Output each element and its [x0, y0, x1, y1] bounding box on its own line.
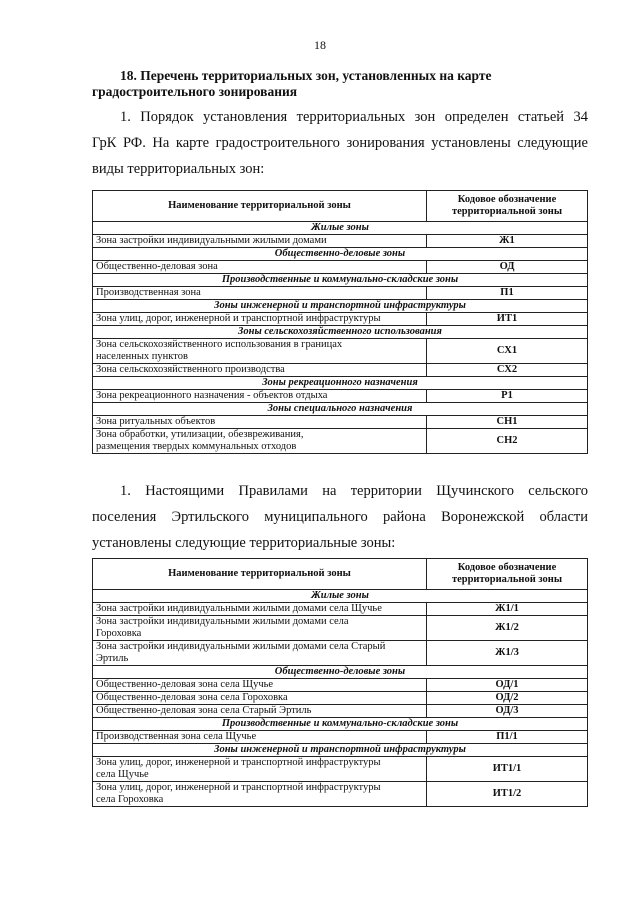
zone-group-label: Производственные и коммунально-складские зоны	[93, 718, 588, 731]
zone-name-cell: Зона ритуальных объектов	[93, 416, 427, 429]
zone-group-label: Зоны инженерной и транспортной инфраструктуры	[93, 744, 588, 757]
zone-code-cell: Р1	[427, 390, 588, 403]
table-row	[93, 429, 588, 454]
zone-code-cell: СН1	[427, 416, 588, 429]
intro-line-3: виды территориальных зон:	[92, 161, 265, 177]
column-header-code	[427, 559, 588, 590]
zone-name-line-1: Зона сельскохозяйственного использования в границах	[96, 339, 343, 350]
zone-name-line-2: размещения твердых коммунальных отходов	[96, 441, 297, 452]
zone-code-cell: ОД/2	[427, 692, 588, 705]
table-row	[93, 364, 588, 377]
zone-name-cell: Зона улиц, дорог, инженерной и транспортной инфраструктуры	[93, 313, 427, 326]
zone-name-line-2: населенных пунктов	[96, 351, 188, 362]
zone-name-cell	[93, 616, 427, 641]
zone-group-row	[93, 718, 588, 731]
zone-name-line-2: села Щучье	[96, 769, 149, 780]
section-heading	[92, 68, 588, 100]
zone-name-cell: Общественно-деловая зона	[93, 261, 427, 274]
zone-name-cell: Производственная зона	[93, 287, 427, 300]
zone-group-label: Зоны специального назначения	[93, 403, 588, 416]
zone-name-cell: Зона застройки индивидуальными жилыми домами села Щучье	[93, 603, 427, 616]
table-header-row	[93, 191, 588, 222]
zone-group-label: Жилые зоны	[93, 222, 588, 235]
zone-group-row	[93, 666, 588, 679]
table-row	[93, 731, 588, 744]
column-header-code-line-2: территориальной зоны	[451, 574, 563, 585]
table-row	[93, 641, 588, 666]
table-row	[93, 313, 588, 326]
table-row	[93, 616, 588, 641]
zone-code-cell: Ж1	[427, 235, 588, 248]
table-row	[93, 782, 588, 807]
zone-code-cell: ИТ1/1	[427, 757, 588, 782]
zone-name-cell	[93, 782, 427, 807]
zone-group-label: Зоны инженерной и транспортной инфраструктуры	[93, 300, 588, 313]
table-row	[93, 235, 588, 248]
table-row	[93, 416, 588, 429]
zone-name-line-1: Зона обработки, утилизации, обезвреживания,	[96, 429, 304, 440]
zone-group-row	[93, 300, 588, 313]
zone-code-cell: СН2	[427, 429, 588, 454]
zone-name-cell: Производственная зона села Щучье	[93, 731, 427, 744]
zone-code-cell: ОД/1	[427, 679, 588, 692]
zone-group-label: Жилые зоны	[93, 590, 588, 603]
zone-name-cell	[93, 429, 427, 454]
zone-group-row	[93, 590, 588, 603]
zone-group-row	[93, 222, 588, 235]
zone-group-row	[93, 744, 588, 757]
zone-group-label: Производственные и коммунально-складские зоны	[93, 274, 588, 287]
zone-name-cell: Общественно-деловая зона села Гороховка	[93, 692, 427, 705]
column-header-code-line-2: территориальной зоны	[451, 206, 563, 217]
zone-code-cell: П1	[427, 287, 588, 300]
zone-group-row	[93, 274, 588, 287]
table-row	[93, 603, 588, 616]
zone-code-cell: Ж1/1	[427, 603, 588, 616]
zone-code-cell: ОД	[427, 261, 588, 274]
column-header-code-line-1: Кодовое обозначение	[457, 562, 557, 573]
rules-line-2: поселения Эртильского муниципального района Воронежской области	[92, 509, 588, 525]
zone-name-line-2: Эртиль	[96, 653, 129, 664]
zone-name-cell	[93, 641, 427, 666]
zone-name-line-2: села Гороховка	[96, 794, 164, 805]
zone-name-line-2: Гороховка	[96, 628, 142, 639]
zone-name-cell: Зона застройки индивидуальными жилыми домами	[93, 235, 427, 248]
rules-paragraph	[92, 478, 588, 556]
zone-name-line-1: Зона застройки индивидуальными жилыми домами села	[96, 616, 349, 627]
zone-code-cell: ИТ1/2	[427, 782, 588, 807]
table-row	[93, 692, 588, 705]
intro-paragraph	[92, 104, 588, 182]
heading-line-2: градостроительного зонирования	[92, 84, 298, 99]
heading-line-1: 18. Перечень территориальных зон, установленных на карте	[120, 68, 492, 83]
zone-group-label: Общественно-деловые зоны	[93, 248, 588, 261]
table-row	[93, 705, 588, 718]
zone-group-label: Общественно-деловые зоны	[93, 666, 588, 679]
column-header-code-line-1: Кодовое обозначение	[457, 194, 557, 205]
table-row	[93, 390, 588, 403]
intro-line-2: ГрК РФ. На карте градостроительного зонирования установлены следующие	[92, 135, 588, 151]
zone-group-row	[93, 248, 588, 261]
page-number: 18	[314, 38, 326, 52]
table-header-row	[93, 559, 588, 590]
rules-line-1: 1. Настоящими Правилами на территории Щучинского сельского	[120, 483, 588, 499]
zone-code-cell: СХ2	[427, 364, 588, 377]
table-row	[93, 339, 588, 364]
zones-table-settlement	[92, 558, 588, 807]
zone-name-line-1: Зона улиц, дорог, инженерной и транспортной инфраструктуры	[96, 757, 381, 768]
zone-group-row	[93, 326, 588, 339]
table-row	[93, 287, 588, 300]
zone-name-cell	[93, 757, 427, 782]
zone-code-cell: СХ1	[427, 339, 588, 364]
zones-table-general	[92, 190, 588, 454]
table-row	[93, 261, 588, 274]
intro-line-1: 1. Порядок установления территориальных зон определен статьей 34	[120, 109, 588, 125]
zone-group-row	[93, 377, 588, 390]
zone-name-cell: Зона сельскохозяйственного производства	[93, 364, 427, 377]
rules-line-3: установлены следующие территориальные зоны:	[92, 535, 396, 551]
zone-name-cell	[93, 339, 427, 364]
zone-code-cell: Ж1/3	[427, 641, 588, 666]
table-row	[93, 757, 588, 782]
zone-name-cell: Общественно-деловая зона села Щучье	[93, 679, 427, 692]
column-header-code	[427, 191, 588, 222]
zone-name-cell: Зона рекреационного назначения - объектов отдыха	[93, 390, 427, 403]
zone-code-cell: ИТ1	[427, 313, 588, 326]
zone-group-label: Зоны сельскохозяйственного использования	[93, 326, 588, 339]
zone-code-cell: П1/1	[427, 731, 588, 744]
column-header-name: Наименование территориальной зоны	[93, 191, 427, 222]
zone-code-cell: Ж1/2	[427, 616, 588, 641]
zone-group-label: Зоны рекреационного назначения	[93, 377, 588, 390]
table-row	[93, 679, 588, 692]
zone-code-cell: ОД/3	[427, 705, 588, 718]
zone-name-line-1: Зона застройки индивидуальными жилыми домами села Старый	[96, 641, 386, 652]
zone-group-row	[93, 403, 588, 416]
zone-name-line-1: Зона улиц, дорог, инженерной и транспортной инфраструктуры	[96, 782, 381, 793]
column-header-name: Наименование территориальной зоны	[93, 559, 427, 590]
zone-name-cell: Общественно-деловая зона села Старый Эртиль	[93, 705, 427, 718]
